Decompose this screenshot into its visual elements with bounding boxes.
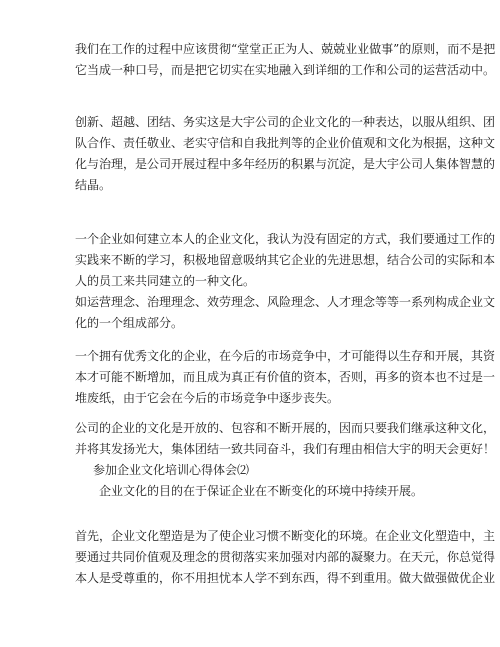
text-line: 并将其发扬光大，集体团结一致共同奋斗，我们有理由相信大宇的明天会更好！ (75, 442, 496, 456)
section-title: 参加企业文化培训心得体会⑵ (93, 463, 250, 477)
paragraph-building-culture (75, 229, 496, 334)
text-line: 化与治理，是公司开展过程中多年经历的积累与沉淀，是大宇公司人集体智慧的 (75, 157, 496, 171)
paragraph-corporate-values (75, 112, 496, 196)
text-line: 创新、超越、团结、务实这是大宇公司的企业文化的一种表达，以服从组织、团 (75, 115, 496, 129)
text-line: 人的员工来共同建立的一种文化。 (75, 274, 256, 288)
text-line: 首先，企业文化塑造是为了使企业习惯不断变化的环境。在企业文化塑造中，主 (75, 529, 496, 543)
text-line: 实践来不断的学习，积极地留意吸纳其它企业的先进思想，结合公司的实际和本 (75, 253, 496, 267)
text-line: 一个拥有优秀文化的企业，在今后的市场竞争中，才可能得以生存和开展，其资 (75, 349, 496, 363)
text-line: 堆废纸，由于它会在今后的市场竞争中逐步丧失。 (75, 391, 340, 405)
paragraph-competition (75, 346, 496, 409)
text-line: 如运营理念、治理理念、效劳理念、风险理念、人才理念等等一系列构成企业文 (75, 295, 496, 309)
paragraph-open-culture (75, 418, 496, 460)
section-heading (75, 460, 431, 481)
text-line: 它当成一种口号，而是把它切实在实地融入到详细的工作和公司的运营活动中。 (75, 63, 496, 77)
text-line: 本人是受尊重的，你不用担忧本人学不到东西，得不到重用。做大做强做优企业 (75, 571, 496, 585)
text-line: 我们在工作的过程中应该贯彻“堂堂正正为人、兢兢业业做事”的原则，而不是把 (75, 42, 496, 56)
paragraph-first-point (75, 526, 496, 589)
text-line: 公司的企业的文化是开放的、包容和不断开展的，因而只要我们继承这种文化， (75, 421, 496, 435)
paragraph-purpose (75, 481, 431, 502)
text-line: 要通过共同价值观及理念的贯彻落实来加强对内部的凝聚力。在天元，你总觉得 (75, 550, 496, 564)
text-line: 队合作、责任敬业、老实守信和自我批判等的企业价值观和文化为根据，这种文 (75, 136, 496, 150)
text-line: 本才可能不断增加，而且成为真正有价值的资本，否则，再多的资本也不过是一 (75, 370, 496, 384)
text-line: 企业文化的目的在于保证企业在不断变化的环境中持续开展。 (99, 484, 424, 498)
text-line: 一个企业如何建立本人的企业文化，我认为没有固定的方式，我们要通过工作的 (75, 232, 496, 246)
paragraph-work-principle (75, 39, 496, 81)
text-line: 化的一个组成部分。 (75, 316, 184, 330)
text-line: 结晶。 (75, 178, 112, 192)
